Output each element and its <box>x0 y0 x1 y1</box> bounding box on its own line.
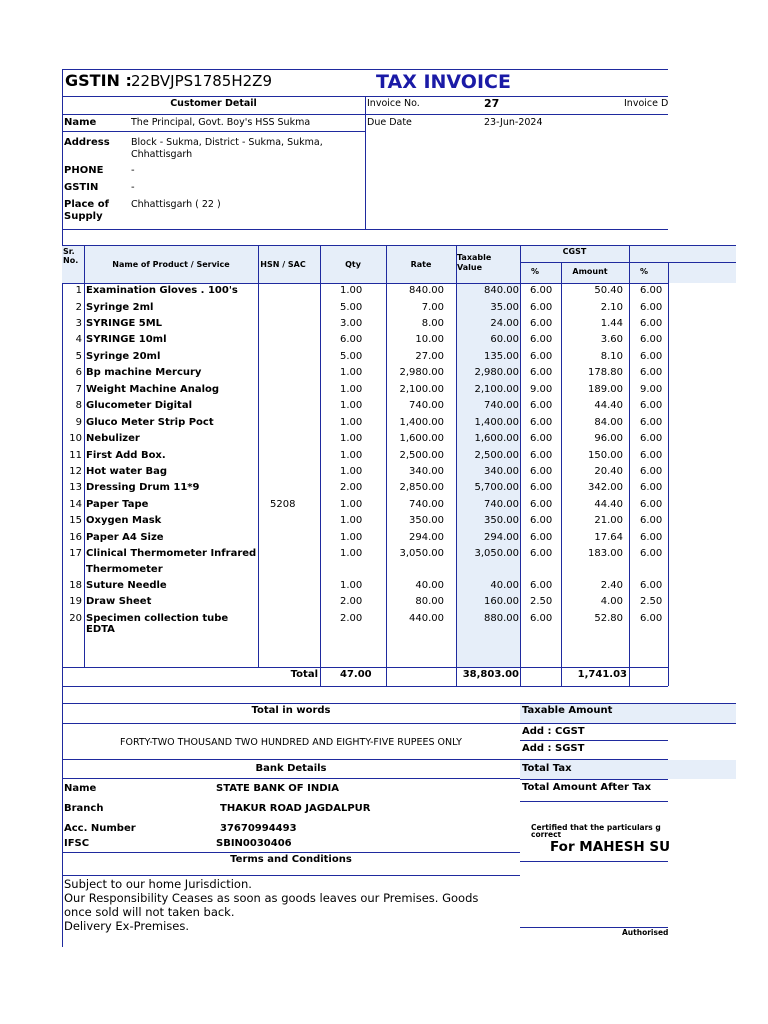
item-taxable: 740.00 <box>484 499 519 510</box>
item-rate: 3,050.00 <box>399 548 444 559</box>
item-sgst-pct: 6.00 <box>640 499 663 510</box>
item-cgst-amt: 2.40 <box>600 580 623 591</box>
item-qty: 1.00 <box>340 499 363 510</box>
item-qty: 1.00 <box>340 450 363 461</box>
item-sr: 10 <box>69 433 82 444</box>
summary-add-sgst: Add : SGST <box>522 743 585 754</box>
item-taxable: 3,050.00 <box>474 548 519 559</box>
item-sr: 17 <box>69 548 82 559</box>
item-sr: 13 <box>69 482 82 493</box>
customer-name: The Principal, Govt. Boy's HSS Sukma <box>131 117 311 128</box>
item-taxable: 160.00 <box>484 596 519 607</box>
item-sgst-pct: 6.00 <box>640 351 663 362</box>
item-sr: 1 <box>75 285 82 296</box>
item-cgst-pct: 6.00 <box>530 318 553 329</box>
item-qty: 1.00 <box>340 417 363 428</box>
item-qty: 1.00 <box>340 367 363 378</box>
item-qty: 2.00 <box>340 482 363 493</box>
col-hsn-header: HSN / SAC <box>260 260 306 269</box>
item-rate: 2,100.00 <box>399 384 444 395</box>
col-qty-header: Qty <box>345 260 361 269</box>
item-rate: 350.00 <box>409 515 444 526</box>
item-cgst-amt: 84.00 <box>594 417 623 428</box>
customer-gstin-label: GSTIN <box>64 182 99 193</box>
summary-total-tax: Total Tax <box>522 763 572 774</box>
item-cgst-amt: 44.40 <box>594 400 623 411</box>
customer-gstin: - <box>131 182 135 193</box>
item-taxable: 1,600.00 <box>474 433 519 444</box>
item-qty: 5.00 <box>340 302 363 313</box>
item-sr: 7 <box>75 384 82 395</box>
item-sr: 19 <box>69 596 82 607</box>
customer-address-label: Address <box>64 137 110 148</box>
customer-name-label: Name <box>64 117 97 128</box>
invoice-no: 27 <box>484 97 500 110</box>
item-qty: 2.00 <box>340 596 363 607</box>
item-qty: 6.00 <box>340 334 363 345</box>
item-sr: 9 <box>75 417 82 428</box>
bank-branch: THAKUR ROAD JAGDALPUR <box>220 803 371 814</box>
item-name: Bp machine Mercury <box>86 367 202 378</box>
customer-section-title: Customer Detail <box>170 98 257 109</box>
item-cgst-amt: 3.60 <box>600 334 623 345</box>
item-sgst-pct: 6.00 <box>640 532 663 543</box>
item-taxable: 2,980.00 <box>474 367 519 378</box>
item-qty: 1.00 <box>340 548 363 559</box>
total-in-words: FORTY-TWO THOUSAND TWO HUNDRED AND EIGHTY-FIVE RUPEES ONLY <box>120 737 462 748</box>
col-taxable-header: Taxable <box>457 253 492 262</box>
item-cgst-pct: 6.00 <box>530 351 553 362</box>
item-rate: 740.00 <box>409 499 444 510</box>
col-product-header: Name of Product / Service <box>112 260 230 269</box>
col-cgst-amount-header: Amount <box>572 267 608 276</box>
item-name: Specimen collection tube <box>86 613 229 624</box>
item-sgst-pct: 6.00 <box>640 515 663 526</box>
item-name: Gluco Meter Strip Poct <box>86 417 214 428</box>
item-taxable: 35.00 <box>490 302 519 313</box>
col-taxable-header-2: Value <box>457 263 483 272</box>
item-sgst-pct: 9.00 <box>640 384 663 395</box>
gstin-value: 22BVJPS1785H2Z9 <box>131 72 272 90</box>
terms-title: Terms and Conditions <box>230 854 352 865</box>
item-sgst-pct: 6.00 <box>640 334 663 345</box>
item-cgst-amt: 20.40 <box>594 466 623 477</box>
item-cgst-pct: 6.00 <box>530 466 553 477</box>
total-label: Total <box>290 669 318 680</box>
item-cgst-amt: 21.00 <box>594 515 623 526</box>
item-rate: 840.00 <box>409 285 444 296</box>
col-sr-header-2: No. <box>63 256 79 265</box>
item-cgst-amt: 4.00 <box>600 596 623 607</box>
due-date-label: Due Date <box>367 117 412 128</box>
item-sgst-pct: 2.50 <box>640 596 663 607</box>
col-cgst-header: CGST <box>562 247 587 256</box>
item-name: Oxygen Mask <box>86 515 162 526</box>
item-cgst-pct: 6.00 <box>530 400 553 411</box>
item-name: Paper Tape <box>86 499 149 510</box>
item-rate: 340.00 <box>409 466 444 477</box>
terms-line-1: Subject to our home Jurisdiction. <box>64 877 252 891</box>
item-name-line-2: Thermometer <box>86 564 163 575</box>
item-rate: 40.00 <box>415 580 444 591</box>
item-taxable: 1,400.00 <box>474 417 519 428</box>
item-rate: 7.00 <box>421 302 444 313</box>
item-cgst-amt: 2.10 <box>600 302 623 313</box>
item-sgst-pct: 6.00 <box>640 318 663 329</box>
item-sr: 4 <box>75 334 82 345</box>
item-sgst-pct: 6.00 <box>640 433 663 444</box>
item-name: Dressing Drum 11*9 <box>86 482 200 493</box>
item-qty: 1.00 <box>340 384 363 395</box>
item-cgst-amt: 52.80 <box>594 613 623 624</box>
item-taxable: 740.00 <box>484 400 519 411</box>
invoice-no-label: Invoice No. <box>367 98 420 109</box>
item-sr: 15 <box>69 515 82 526</box>
col-sgst-pct-header: % <box>640 267 649 276</box>
item-qty: 1.00 <box>340 466 363 477</box>
item-cgst-pct: 6.00 <box>530 334 553 345</box>
bank-name: STATE BANK OF INDIA <box>216 783 339 794</box>
item-name: Hot water Bag <box>86 466 167 477</box>
item-cgst-pct: 6.00 <box>530 417 553 428</box>
item-sr: 18 <box>69 580 82 591</box>
bank-acc-label: Acc. Number <box>64 823 136 834</box>
bank-details-title: Bank Details <box>255 763 327 774</box>
summary-taxable-amount: Taxable Amount <box>522 705 613 716</box>
item-taxable: 880.00 <box>484 613 519 624</box>
item-sgst-pct: 6.00 <box>640 580 663 591</box>
item-sgst-pct: 6.00 <box>640 548 663 559</box>
for-company: For MAHESH SU <box>550 839 671 855</box>
item-cgst-pct: 6.00 <box>530 450 553 461</box>
item-taxable: 40.00 <box>490 580 519 591</box>
item-name: Syringe 20ml <box>86 351 161 362</box>
item-cgst-amt: 189.00 <box>588 384 623 395</box>
item-rate: 2,980.00 <box>399 367 444 378</box>
item-name: Weight Machine Analog <box>86 384 220 395</box>
item-sgst-pct: 6.00 <box>640 613 663 624</box>
item-qty: 1.00 <box>340 285 363 296</box>
place-of-supply-label-2: Supply <box>64 211 103 222</box>
summary-add-cgst: Add : CGST <box>522 726 585 737</box>
customer-phone: - <box>131 165 135 176</box>
terms-line-3: once sold will not taken back. <box>64 905 235 919</box>
item-cgst-pct: 6.00 <box>530 532 553 543</box>
item-taxable: 60.00 <box>490 334 519 345</box>
item-name: Examination Gloves . 100's <box>86 285 238 296</box>
item-sr: 2 <box>75 302 82 313</box>
total-qty: 47.00 <box>340 669 372 680</box>
item-cgst-pct: 6.00 <box>530 499 553 510</box>
item-rate: 8.00 <box>421 318 444 329</box>
item-taxable: 294.00 <box>484 532 519 543</box>
item-cgst-amt: 150.00 <box>588 450 623 461</box>
total-cgst: 1,741.03 <box>577 669 627 680</box>
item-name: Syringe 2ml <box>86 302 154 313</box>
certify-text: Certified that the particulars g <box>531 823 661 832</box>
item-rate: 2,500.00 <box>399 450 444 461</box>
item-cgst-pct: 6.00 <box>530 548 553 559</box>
item-name-line-2: EDTA <box>86 624 115 635</box>
item-sr: 14 <box>69 499 82 510</box>
summary-total-after-tax: Total Amount After Tax <box>522 782 652 793</box>
total-taxable: 38,803.00 <box>462 669 519 680</box>
item-sr: 11 <box>69 450 82 461</box>
item-taxable: 135.00 <box>484 351 519 362</box>
item-cgst-amt: 8.10 <box>600 351 623 362</box>
item-qty: 5.00 <box>340 351 363 362</box>
item-cgst-amt: 178.80 <box>588 367 623 378</box>
item-name: SYRINGE 5ML <box>86 318 163 329</box>
item-cgst-pct: 6.00 <box>530 580 553 591</box>
item-sr: 20 <box>69 613 82 624</box>
item-name: First Add Box. <box>86 450 166 461</box>
item-cgst-amt: 50.40 <box>594 285 623 296</box>
total-in-words-title: Total in words <box>251 705 331 716</box>
item-rate: 740.00 <box>409 400 444 411</box>
item-sr: 16 <box>69 532 82 543</box>
item-sgst-pct: 6.00 <box>640 482 663 493</box>
customer-address-line2: Chhattisgarh <box>131 149 193 160</box>
item-taxable: 24.00 <box>490 318 519 329</box>
authorised-signatory: Authorised <box>622 928 669 937</box>
item-name: Clinical Thermometer Infrared <box>86 548 257 559</box>
item-qty: 1.00 <box>340 532 363 543</box>
item-taxable: 840.00 <box>484 285 519 296</box>
item-qty: 1.00 <box>340 580 363 591</box>
item-cgst-amt: 44.40 <box>594 499 623 510</box>
certify-text-2: correct <box>531 832 562 838</box>
item-rate: 1,400.00 <box>399 417 444 428</box>
item-qty: 1.00 <box>340 515 363 526</box>
item-sgst-pct: 6.00 <box>640 466 663 477</box>
item-name: Nebulizer <box>86 433 140 444</box>
item-sgst-pct: 6.00 <box>640 417 663 428</box>
item-sr: 3 <box>75 318 82 329</box>
terms-line-4: Delivery Ex-Premises. <box>64 919 190 933</box>
item-cgst-pct: 9.00 <box>530 384 553 395</box>
item-sr: 5 <box>75 351 82 362</box>
item-name: Draw Sheet <box>86 596 152 607</box>
bank-ifsc-label: IFSC <box>64 838 90 849</box>
item-qty: 1.00 <box>340 433 363 444</box>
item-name: Paper A4 Size <box>86 532 164 543</box>
item-qty: 3.00 <box>340 318 363 329</box>
item-taxable: 350.00 <box>484 515 519 526</box>
item-cgst-pct: 6.00 <box>530 302 553 313</box>
item-cgst-pct: 2.50 <box>530 596 553 607</box>
item-sgst-pct: 6.00 <box>640 302 663 313</box>
item-sgst-pct: 6.00 <box>640 367 663 378</box>
item-rate: 10.00 <box>415 334 444 345</box>
col-rate-header: Rate <box>410 260 432 269</box>
item-name: SYRINGE 10ml <box>86 334 167 345</box>
bank-ifsc: SBIN0030406 <box>216 838 292 849</box>
item-rate: 27.00 <box>415 351 444 362</box>
item-cgst-amt: 342.00 <box>588 482 623 493</box>
item-taxable: 2,100.00 <box>474 384 519 395</box>
item-qty: 1.00 <box>340 400 363 411</box>
item-cgst-amt: 1.44 <box>600 318 623 329</box>
item-sgst-pct: 6.00 <box>640 285 663 296</box>
item-sr: 12 <box>69 466 82 477</box>
item-cgst-pct: 6.00 <box>530 433 553 444</box>
item-cgst-pct: 6.00 <box>530 285 553 296</box>
item-qty: 2.00 <box>340 613 363 624</box>
invoice-date-label: Invoice D <box>624 98 669 109</box>
terms-line-2: Our Responsibility Ceases as soon as goods leaves our Premises. Goods <box>64 891 479 905</box>
item-taxable: 2,500.00 <box>474 450 519 461</box>
item-cgst-pct: 6.00 <box>530 482 553 493</box>
place-of-supply-label: Place of <box>64 199 109 210</box>
place-of-supply: Chhattisgarh ( 22 ) <box>131 199 221 210</box>
item-cgst-pct: 6.00 <box>530 613 553 624</box>
item-taxable: 5,700.00 <box>474 482 519 493</box>
item-cgst-pct: 6.00 <box>530 515 553 526</box>
item-rate: 440.00 <box>409 613 444 624</box>
due-date: 23-Jun-2024 <box>484 117 543 128</box>
item-rate: 1,600.00 <box>399 433 444 444</box>
item-sgst-pct: 6.00 <box>640 450 663 461</box>
item-name: Suture Needle <box>86 580 167 591</box>
item-rate: 294.00 <box>409 532 444 543</box>
bank-branch-label: Branch <box>64 803 104 814</box>
gstin-label: GSTIN : <box>65 71 132 90</box>
item-cgst-pct: 6.00 <box>530 367 553 378</box>
customer-phone-label: PHONE <box>64 165 104 176</box>
item-cgst-amt: 17.64 <box>594 532 623 543</box>
item-cgst-amt: 183.00 <box>588 548 623 559</box>
item-name: Glucometer Digital <box>86 400 193 411</box>
col-sr-header: Sr. <box>63 247 75 256</box>
item-sr: 6 <box>75 367 82 378</box>
customer-address-line1: Block - Sukma, District - Sukma, Sukma, <box>131 137 323 148</box>
item-sgst-pct: 6.00 <box>640 400 663 411</box>
item-rate: 80.00 <box>415 596 444 607</box>
item-hsn: 5208 <box>270 499 296 510</box>
invoice-title: TAX INVOICE <box>376 71 511 93</box>
bank-acc-number: 37670994493 <box>220 823 297 834</box>
bank-name-label: Name <box>64 783 97 794</box>
col-cgst-pct-header: % <box>531 267 540 276</box>
item-rate: 2,850.00 <box>399 482 444 493</box>
item-cgst-amt: 96.00 <box>594 433 623 444</box>
item-sr: 8 <box>75 400 82 411</box>
item-taxable: 340.00 <box>484 466 519 477</box>
